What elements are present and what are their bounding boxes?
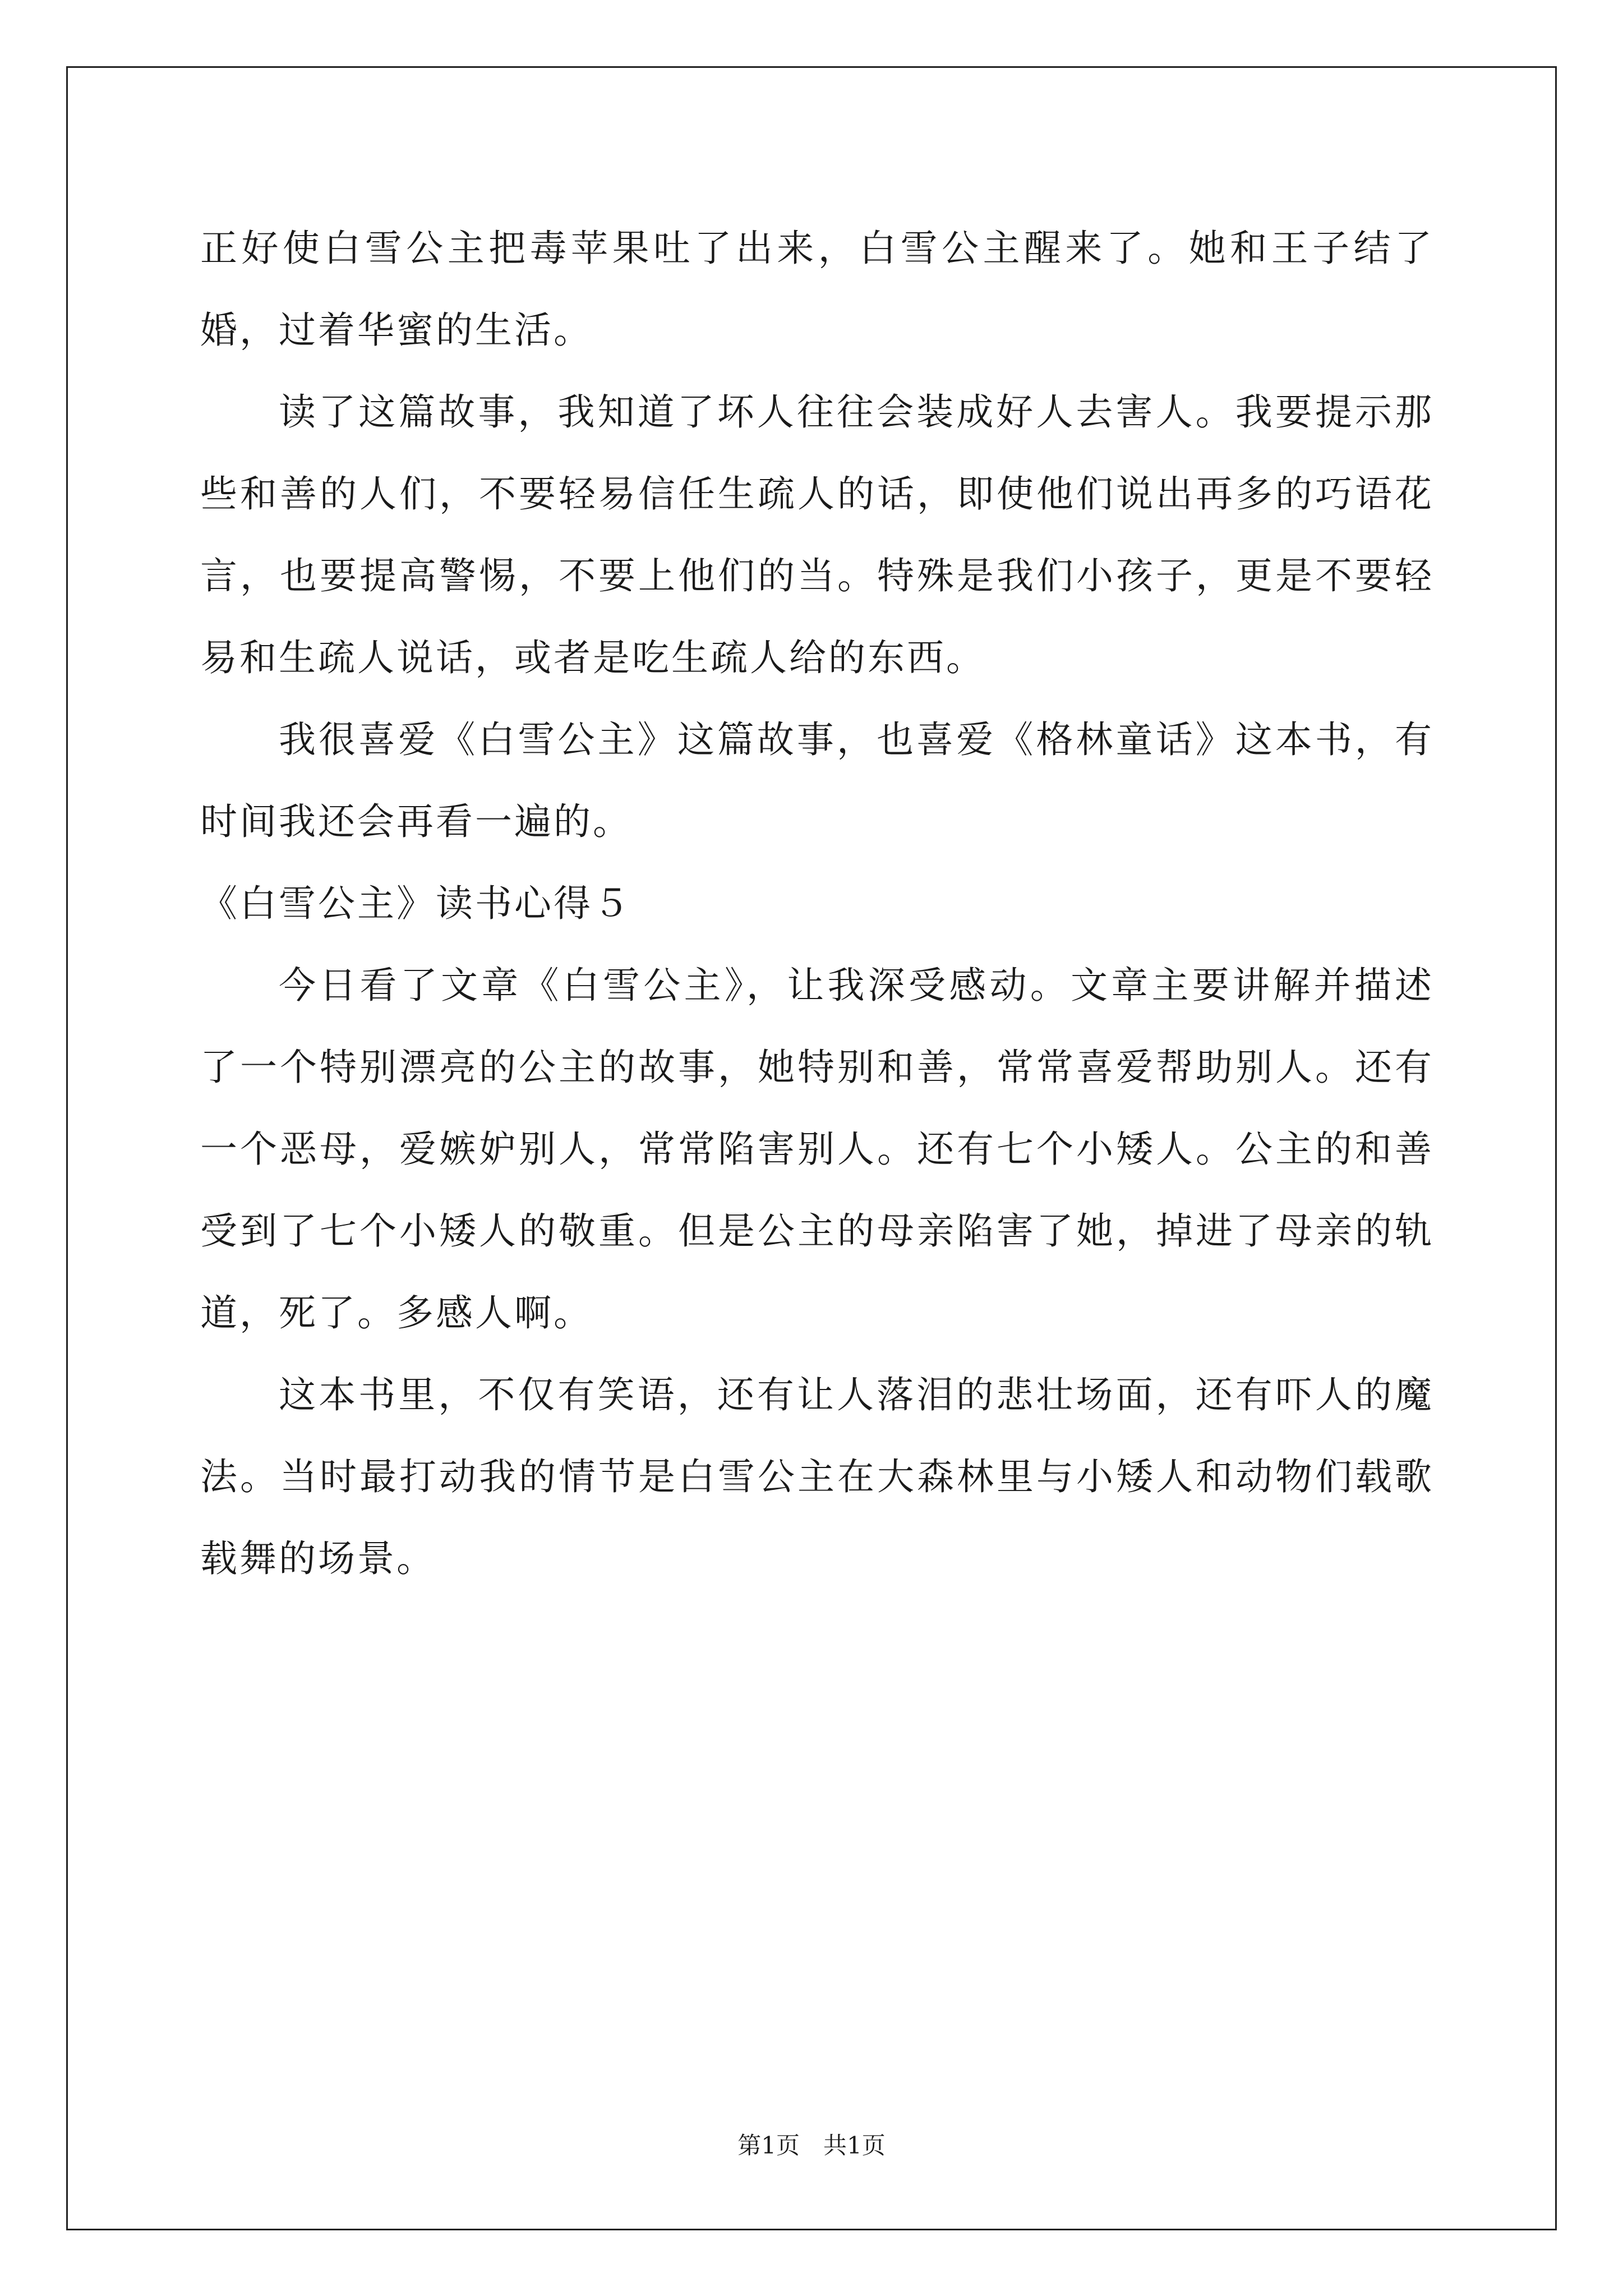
paragraph-2: 读了这篇故事，我知道了坏人往往会装成好人去害人。我要提示那些和善的人们，不要轻易信任生疏人的话，即使他们说出再多的巧语花言，也要提高警惕，不要上他们的当。特殊是我们小孩子，更是不要轻易和生疏人说话，或者是吃生疏人给的东西。: [200, 390, 1434, 679]
paragraph-1: 正好使白雪公主把毒苹果吐了出来，白雪公主醒来了。她和王子结了婚，过着华蜜的生活。: [200, 227, 1434, 352]
document-body: [200, 208, 1434, 1600]
paragraph-5: 这本书里，不仅有笑语，还有让人落泪的悲壮场面，还有吓人的魔法。当时最打动我的情节是白雪公主在大森林里与小矮人和动物们载歌载舞的场景。: [200, 1373, 1434, 1580]
section-heading: 《白雪公主》读书心得５: [200, 882, 632, 925]
paragraph-4: 今日看了文章《白雪公主》，让我深受感动。文章主要讲解并描述了一个特别漂亮的公主的故事，她特别和善，常常喜爱帮助别人。还有一个恶母，爱嫉妒别人，常常陷害别人。还有七个小矮人。公主的和善受到了七个小矮人的敬重。但是公主的母亲陷害了她，掉进了母亲的轨道，死了。多感人啊。: [200, 964, 1434, 1335]
paragraph-3: 我很喜爱《白雪公主》这篇故事，也喜爱《格林童话》这本书，有时间我还会再看一遍的。: [200, 718, 1434, 843]
page-footer: 第1页 共1页: [737, 2132, 886, 2159]
